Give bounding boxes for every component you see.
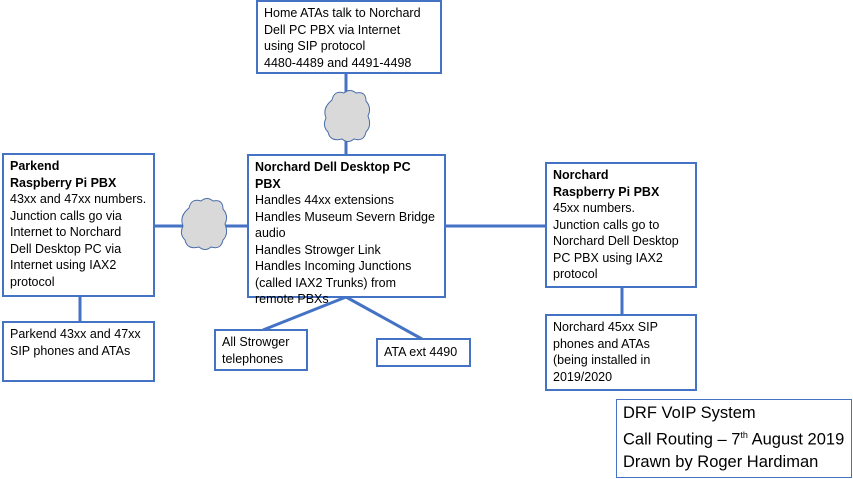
text-line: Handles Strowger Link (255, 242, 381, 257)
box-title: Norchard (553, 168, 609, 182)
norchard-phones-box (545, 314, 697, 391)
title-date-prefix: Call Routing – 7 (623, 430, 741, 449)
home-atas-box (256, 0, 442, 74)
norchard-pi-pbx-box (545, 162, 697, 288)
text-line: Parkend 43xx and 47xx (10, 327, 141, 341)
text-line: PC PBX using IAX2 (553, 250, 663, 265)
text-line: remote PBXs (255, 292, 329, 306)
text-line: audio (255, 226, 286, 240)
title-date-rest: August 2019 (747, 430, 845, 449)
text-line: SIP phones and ATAs (10, 343, 131, 358)
text-line: Norchard 45xx SIP (553, 320, 658, 334)
title-date-suffix: th (740, 430, 748, 440)
dell-pbx-box (247, 154, 446, 306)
text-line: Norchard Dell Desktop (553, 234, 679, 248)
strowger-telephones-box (214, 329, 308, 371)
text-line: protocol (553, 267, 598, 281)
text-line: 43xx and 47xx numbers. (10, 192, 147, 206)
text-line: using SIP protocol (264, 39, 366, 53)
text-line: protocol (10, 274, 55, 289)
text-line: Handles Incoming Junctions (255, 259, 412, 273)
text-line: Dell Desktop PC via (10, 241, 122, 256)
parkend-pbx-box (2, 153, 155, 297)
text-line: All Strowger (222, 335, 290, 349)
internet-cloud-icon (322, 88, 372, 144)
title-date (623, 424, 845, 451)
text-line: Dell PC PBX via Internet (264, 22, 401, 37)
text-line: ATA ext 4490 (384, 345, 458, 359)
text-line: phones and ATAs (553, 336, 650, 351)
text-line: Junction calls go via (10, 208, 122, 223)
ata-4490-box (376, 338, 471, 367)
text-line: 45xx numbers. (553, 201, 635, 215)
internet-cloud-icon (179, 196, 229, 252)
title-author: Drawn by Roger Hardiman (623, 452, 819, 471)
text-line: telephones (222, 351, 284, 366)
title-block (616, 399, 852, 478)
text-line: Handles Museum Severn Bridge (255, 209, 435, 224)
text-line: Junction calls go to (553, 217, 660, 232)
box-title: Raspberry Pi PBX (553, 184, 660, 199)
box-title: Norchard Dell Desktop PC PBX (255, 160, 411, 191)
text-line: 4480-4489 and 4491-4498 (264, 55, 412, 70)
text-line: Internet using IAX2 (10, 258, 117, 272)
title-system: DRF VoIP System (623, 404, 756, 422)
parkend-phones-box (2, 321, 155, 382)
box-title: Parkend (10, 159, 60, 173)
text-line: (being installed in (553, 353, 651, 367)
box-title: Raspberry Pi PBX (10, 175, 117, 190)
text-line: Internet to Norchard (10, 225, 122, 239)
text-line: (called IAX2 Trunks) from (255, 275, 397, 290)
text-line: 2019/2020 (553, 369, 613, 384)
text-line: Handles 44xx extensions (255, 193, 394, 207)
text-line: Home ATAs talk to Norchard (264, 6, 421, 20)
